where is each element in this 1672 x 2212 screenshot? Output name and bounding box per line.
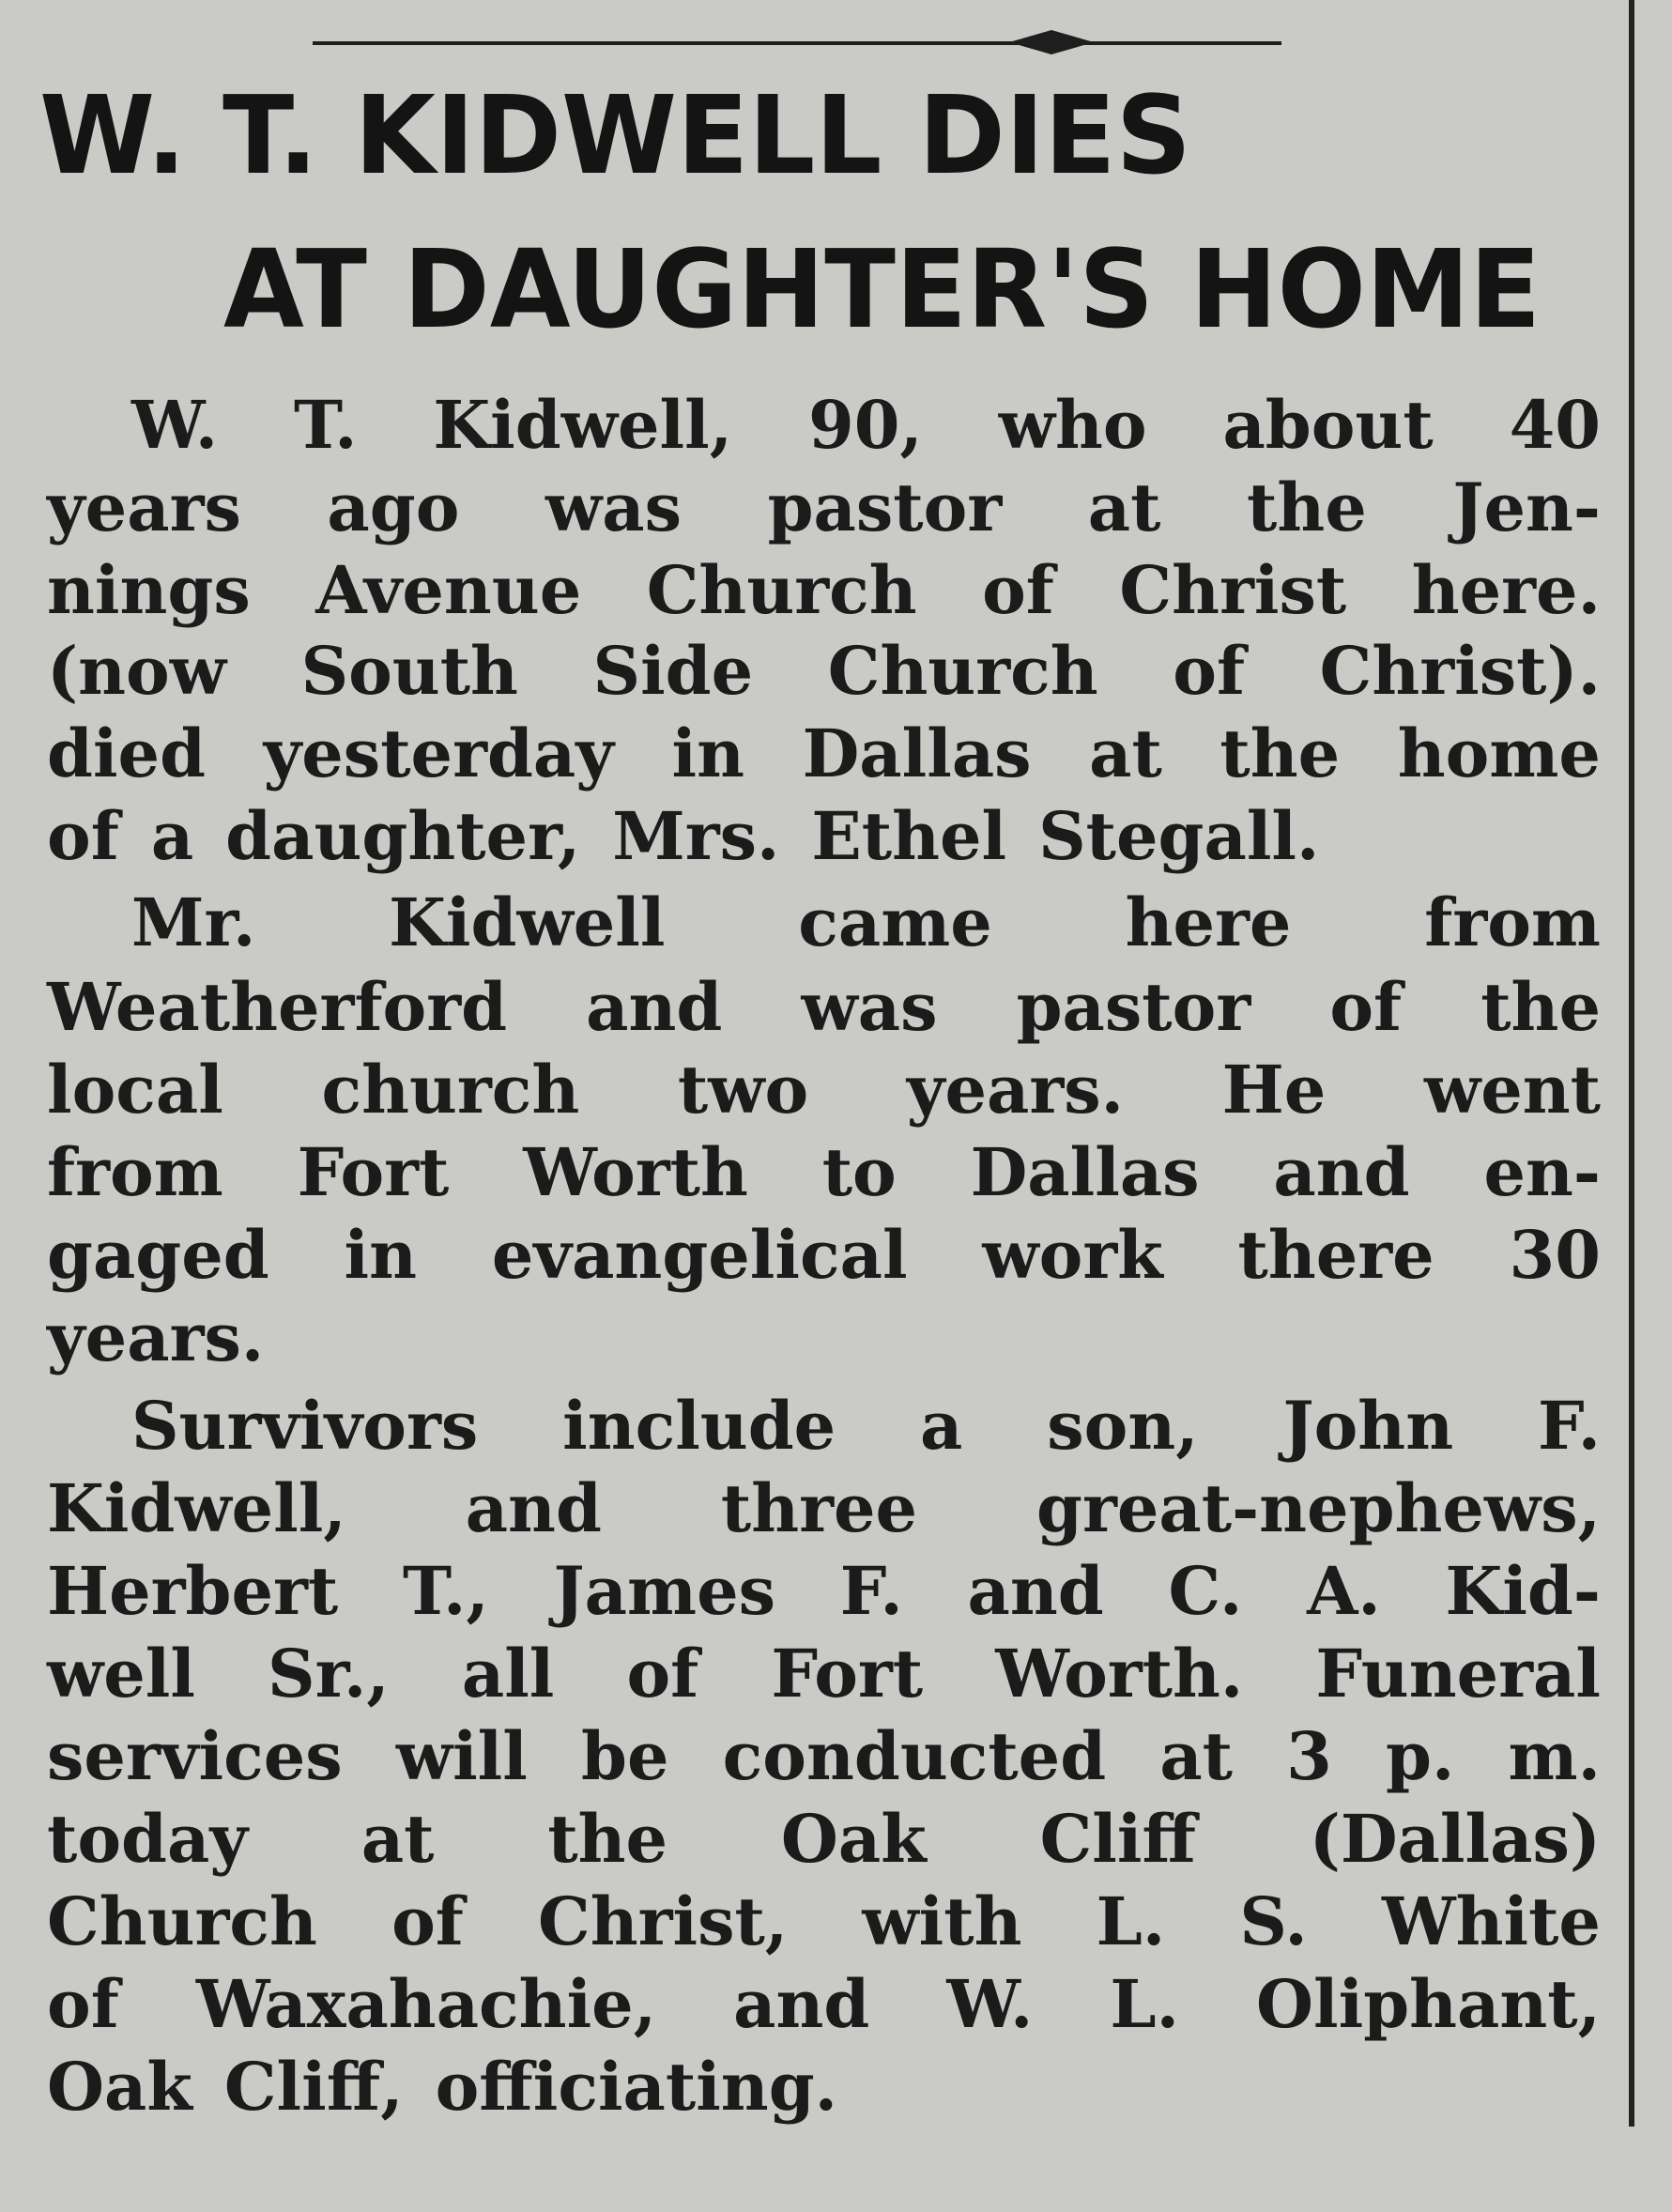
- word: was: [801, 968, 938, 1046]
- word: Church: [47, 1882, 317, 1960]
- word: (now: [47, 632, 226, 710]
- word: Mrs.: [612, 797, 780, 875]
- word: F.: [839, 1552, 903, 1630]
- word: three: [720, 1469, 918, 1547]
- text-line: [47, 1552, 1601, 1630]
- word: S.: [1239, 1882, 1308, 1960]
- word: Christ: [1119, 551, 1347, 629]
- word: all: [461, 1635, 555, 1713]
- word: of: [626, 1635, 699, 1713]
- word: a: [920, 1387, 963, 1465]
- word: Fort: [771, 1635, 924, 1713]
- word: 3: [1286, 1717, 1332, 1795]
- text-line: [47, 1298, 1601, 1376]
- word: Waxahachie,: [195, 1965, 657, 2043]
- text-line: [47, 551, 1601, 629]
- word: the: [1247, 469, 1367, 546]
- word: of: [1329, 968, 1403, 1046]
- word: and: [1273, 1133, 1410, 1211]
- word: the: [1480, 968, 1601, 1046]
- word: W.: [131, 386, 219, 464]
- word: here.: [1411, 551, 1601, 629]
- word: and: [967, 1552, 1104, 1630]
- word: ago: [327, 469, 460, 546]
- word: at: [1087, 469, 1161, 546]
- word: who: [998, 386, 1147, 464]
- word: local: [47, 1051, 223, 1129]
- word: (Dallas): [1309, 1800, 1601, 1878]
- word: Survivors: [131, 1387, 479, 1465]
- word: two: [677, 1051, 809, 1129]
- word: Cliff,: [223, 2048, 404, 2126]
- text-line: [47, 1717, 1601, 1795]
- text-line: [47, 797, 1601, 875]
- word: in: [671, 714, 745, 792]
- word: died: [47, 714, 207, 792]
- word: pastor: [767, 469, 1003, 546]
- word: Fort: [297, 1133, 450, 1211]
- word: 40: [1509, 386, 1601, 464]
- diamond-ornament-icon: [1009, 28, 1094, 56]
- word: Kidwell,: [47, 1469, 346, 1547]
- word: there: [1237, 1216, 1434, 1294]
- word: home: [1397, 714, 1601, 792]
- word: of: [391, 1882, 464, 1960]
- text-line: [131, 1387, 1601, 1465]
- word: services: [47, 1717, 343, 1795]
- word: W.: [946, 1965, 1034, 2043]
- word: was: [545, 469, 683, 546]
- word: went: [1423, 1051, 1601, 1129]
- text-line: [47, 1051, 1601, 1129]
- word: T.: [294, 386, 358, 464]
- word: years: [47, 469, 241, 546]
- word: daughter,: [225, 797, 581, 875]
- word: Ethel: [811, 797, 1007, 875]
- word: Jen-: [1452, 469, 1601, 546]
- word: to: [821, 1133, 897, 1211]
- word: son,: [1047, 1387, 1199, 1465]
- word: of: [982, 551, 1054, 629]
- word: with: [862, 1882, 1022, 1960]
- word: Dallas: [802, 714, 1032, 792]
- word: evangelical: [491, 1216, 908, 1294]
- word: Worth: [523, 1133, 748, 1211]
- text-line: [47, 632, 1601, 710]
- word: the: [547, 1800, 668, 1878]
- text-line: [47, 1133, 1601, 1211]
- text-line: [131, 883, 1601, 961]
- word: 30: [1509, 1216, 1601, 1294]
- word: church: [321, 1051, 580, 1129]
- word: T.,: [402, 1552, 489, 1630]
- word: Dallas: [970, 1133, 1200, 1211]
- word: well: [47, 1635, 195, 1713]
- word: Kidwell,: [433, 386, 733, 464]
- headline-line-1: W. T. KIDWELL DIES: [39, 73, 1191, 199]
- word: Worth.: [995, 1635, 1244, 1713]
- text-line: [47, 1965, 1601, 2043]
- word: Church: [646, 551, 917, 629]
- word: years.: [47, 1298, 265, 1376]
- word: of: [47, 797, 119, 875]
- word: He: [1221, 1051, 1327, 1129]
- word: years.: [906, 1051, 1125, 1129]
- text-line: [47, 1216, 1601, 1294]
- word: F.: [1537, 1387, 1601, 1465]
- word: and: [465, 1469, 602, 1547]
- word: Church: [827, 632, 1098, 710]
- word: Oak: [47, 2048, 192, 2126]
- word: and: [586, 968, 723, 1046]
- word: Stegall.: [1038, 797, 1320, 875]
- word: South: [300, 632, 518, 710]
- word: m.: [1508, 1717, 1601, 1795]
- word: Cliff: [1039, 1800, 1196, 1878]
- text-line: [47, 2048, 1601, 2126]
- word: at: [360, 1800, 435, 1878]
- word: in: [344, 1216, 418, 1294]
- word: Kid-: [1445, 1552, 1601, 1630]
- word: L.: [1096, 1882, 1166, 1960]
- word: 90,: [807, 386, 923, 464]
- word: A.: [1307, 1552, 1381, 1630]
- word: be: [581, 1717, 669, 1795]
- word: en-: [1483, 1133, 1601, 1211]
- word: officiating.: [435, 2048, 838, 2126]
- column-rule: [1629, 0, 1634, 2127]
- word: include: [562, 1387, 836, 1465]
- word: Herbert: [47, 1552, 339, 1630]
- word: the: [1219, 714, 1341, 792]
- word: Side: [592, 632, 754, 710]
- word: here: [1125, 883, 1292, 961]
- word: yesterday: [263, 714, 614, 792]
- headline-line-2: AT DAUGHTER'S HOME: [223, 227, 1542, 353]
- word: came: [798, 883, 992, 961]
- word: L.: [1110, 1965, 1180, 2043]
- word: Sr.,: [268, 1635, 390, 1713]
- word: John: [1282, 1387, 1454, 1465]
- word: gaged: [47, 1216, 269, 1294]
- word: Kidwell: [389, 883, 666, 961]
- text-line: [47, 714, 1601, 792]
- word: Funeral: [1315, 1635, 1601, 1713]
- word: Oak: [780, 1800, 927, 1878]
- word: White: [1381, 1882, 1601, 1960]
- word: at: [1159, 1717, 1234, 1795]
- word: and: [733, 1965, 870, 2043]
- text-line: [131, 386, 1601, 464]
- word: conducted: [722, 1717, 1107, 1795]
- word: C.: [1168, 1552, 1243, 1630]
- word: a: [150, 797, 194, 875]
- word: Christ,: [538, 1882, 789, 1960]
- word: of: [1173, 632, 1246, 710]
- word: pastor: [1016, 968, 1251, 1046]
- word: at: [1089, 714, 1162, 792]
- text-line: [47, 1635, 1601, 1713]
- word: of: [47, 1965, 119, 2043]
- word: Avenue: [315, 551, 582, 629]
- word: Weatherford: [47, 968, 508, 1046]
- word: Christ).: [1319, 632, 1601, 710]
- word: great-nephews,: [1036, 1469, 1601, 1547]
- text-line: [47, 1800, 1601, 1878]
- word: will: [395, 1717, 528, 1795]
- decorative-rule: [313, 39, 1281, 47]
- word: work: [982, 1216, 1163, 1294]
- text-line: [47, 968, 1601, 1046]
- rule-line: [313, 41, 1281, 45]
- word: Oliphant,: [1256, 1965, 1601, 2043]
- word: today: [47, 1800, 248, 1878]
- text-line: [47, 469, 1601, 546]
- text-line: [47, 1882, 1601, 1960]
- word: Mr.: [131, 883, 256, 961]
- text-line: [47, 1469, 1601, 1547]
- word: from: [47, 1133, 223, 1211]
- word: from: [1424, 883, 1601, 961]
- word: about: [1222, 386, 1434, 464]
- word: nings: [47, 551, 251, 629]
- word: James: [553, 1552, 776, 1630]
- word: p.: [1386, 1717, 1455, 1795]
